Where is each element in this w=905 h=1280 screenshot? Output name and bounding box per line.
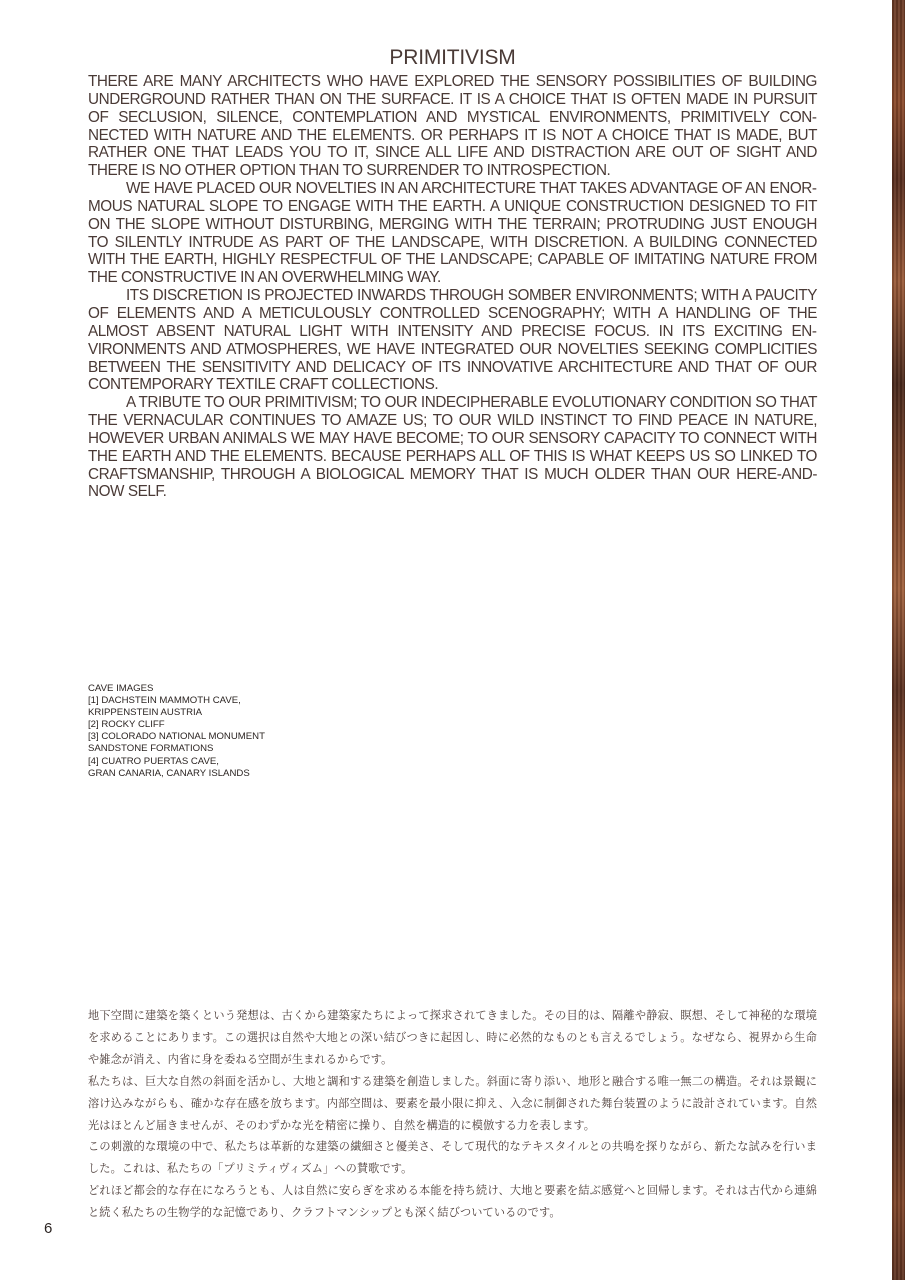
jp-paragraph-2: 私たちは、巨大な自然の斜面を活かし、大地と調和する建築を創造しました。斜面に寄り添い、地形と融合する唯一無二の構造。それは景観に溶け込みながらも、確かな存在感を放ちます。内部空間は、要素を最小限に抑え、入念に制御された舞台装置のように設計されています。自然光はほとんど届きませんが、そのわずかな光を精密に操り、自然を構造的に模倣する力を表します。 [88,1075,817,1132]
caption-line: [1] DACHSTEIN MAMMOTH CAVE, [88,695,241,707]
page-title: PRIMITIVISM [389,46,516,69]
jp-paragraph-3: この刺激的な環境の中で、私たちは革新的な建築の繊細さと優美さ、そして現代的なテキスタイルとの共鳴を探りながら、新たな試みを行いました。これは、私たちの「プリミティヴィズム」への賛歌です。 [88,1141,817,1176]
caption-line: SANDSTONE FORMATIONS [88,743,214,755]
caption-line: [4] CUATRO PUERTAS CAVE, [88,755,219,767]
cave-photo-edge [892,0,905,1280]
caption-line: GRAN CANARIA, CANARY ISLANDS [88,767,250,779]
jp-paragraph-1: 地下空間に建築を築くという発想は、古くから建築家たちによって探求されてきました。その目的は、隔離や静寂、瞑想、そして神秘的な環境を求めることにあります。この選択は自然や大地との深い結びつきに起因し、時に必然的なものとも言えるでしょう。なぜなら、視界から生命や雑念が消え、内省に身を委ねる空間が生まれるからです。 [88,1010,817,1066]
caption-line: [2] ROCKY CLIFF [88,719,165,731]
paragraph-3: ITS DISCRETION IS PROJECTED INWARDS THROUGH SOMBER ENVIRONMENTS; WITH A PAUCITY OF ELEMENTS AND A METICULOUSLY CONTROLLED SCENOGRAPHY; WITH A HANDLING OF THE ALMOST ABSENT NATURAL LIGHT WITH INTENSITY AND PRECISE FOCUS. IN ITS EXCITING ENVIRONMENTS AND ATMOSPHERES, WE HAVE INTEGRATED OUR NOVELTIES SEEKING COMPLICITIES BETWEEN THE SENSITIVITY AND DELICACY OF ITS INNOVATIVE ARCHITECTURE AND THAT OF OUR CONTEMPORARY TEXTILE CRAFT COLLECTIONS. [88,287,817,394]
jp-paragraph-4: どれほど都会的な存在になろうとも、人は自然に安らぎを求める本能を持ち続け、大地と要素を結ぶ感覚へと回帰します。それは古代から連綿と続く私たちの生物学的な記憶であり、クラフトマンシップとも深く結びついているのです。 [88,1185,817,1220]
page-number: 6 [44,1220,53,1237]
caption-line: KRIPPENSTEIN AUSTRIA [88,707,203,719]
image-captions [88,683,348,780]
paragraph-2: WE HAVE PLACED OUR NOVELTIES IN AN ARCHITECTURE THAT TAKES ADVANTAGE OF AN ENORMOUS NATURAL SLOPE TO ENGAGE WITH THE EARTH. A UNIQUE CONSTRUCTION DESIGNED TO FIT ON THE SLOPE WITHOUT DISTURBING, MERGING WITH THE TERRAIN; PROTRUDING JUST ENOUGH TO SILENTLY INTRUDE AS PART OF THE LANDSCAPE, WITH DISCRETION. A BUILDING CONNECTED WITH THE EARTH, HIGHLY RESPECTFUL OF THE LANDSCAPE; CAPABLE OF IMITATING NATURE FROM THE CONSTRUCTIVE IN AN OVERWHELMING WAY. [88,180,817,287]
caption-line: [3] COLORADO NATIONAL MONUMENT [88,731,265,743]
english-body-text [88,73,817,501]
caption-heading: CAVE IMAGES [88,683,154,694]
japanese-body-text [88,1006,817,1225]
paragraph-1: THERE ARE MANY ARCHITECTS WHO HAVE EXPLORED THE SENSORY POSSIBILITIES OF BUILDING UNDERGROUND RATHER THAN ON THE SURFACE. IT IS A CHOICE THAT IS OFTEN MADE IN PURSUIT OF SECLUSION, SILENCE, CONTEMPLATION AND MYSTICAL ENVIRONMENTS, PRIMITIVELY CONNECTED WITH NATURE AND THE ELEMENTS. OR PERHAPS IT IS NOT A CHOICE THAT IS MADE, BUT RATHER ONE THAT LEADS YOU TO IT, SINCE ALL LIFE AND DISTRACTION ARE OUT OF SIGHT AND THERE IS NO OTHER OPTION THAN TO SURRENDER TO INTROSPECTION. [88,73,817,180]
paragraph-4: A TRIBUTE TO OUR PRIMITIVISM; TO OUR INDECIPHERABLE EVOLUTIONARY CONDITION SO THAT THE VERNACULAR CONTINUES TO AMAZE US; TO OUR WILD INSTINCT TO FIND PEACE IN NATURE, HOWEVER URBAN ANIMALS WE MAY HAVE BECOME; TO OUR SENSORY CAPACITY TO CONNECT WITH THE EARTH AND THE ELEMENTS. BECAUSE PERHAPS ALL OF THIS IS WHAT KEEPS US SO LINKED TO CRAFTSMANSHIP, THROUGH A BIOLOGICAL MEMORY THAT IS MUCH OLDER THAN OUR HERE-AND-NOW SELF. [88,394,817,501]
